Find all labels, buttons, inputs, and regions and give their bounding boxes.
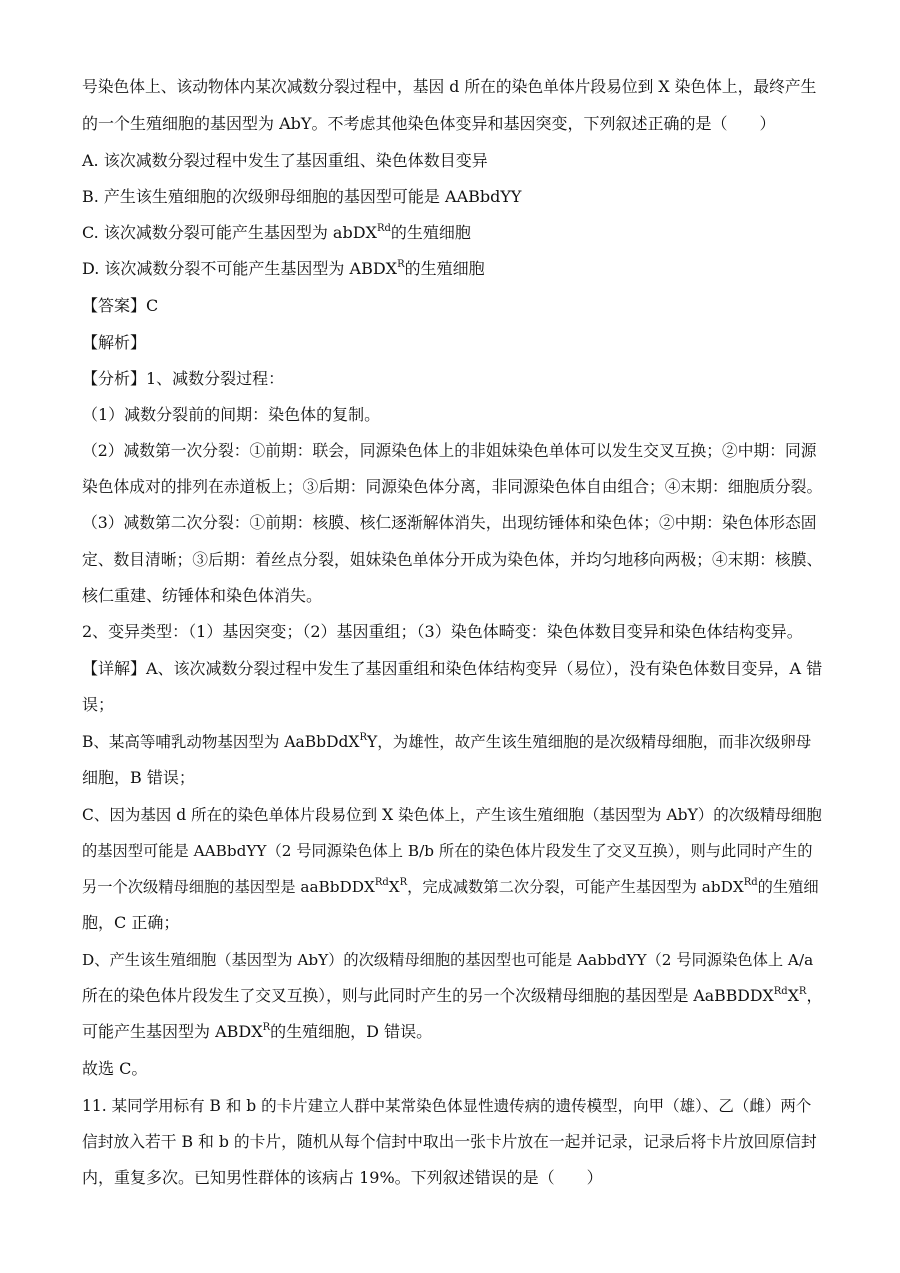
- q10-option-b: B. 产生该生殖细胞的次级卵母细胞的基因型可能是 AABbdYY: [82, 187, 522, 206]
- text-run: 所在的染色体片段发生了交叉互换），则与此同时产生的另一个次级精母细胞的基因型是 AaBBDDX: [82, 986, 774, 1005]
- detail-d-line-2: [82, 985, 822, 1007]
- superscript: R: [798, 985, 807, 997]
- analysis-line-8: 2、变异类型：（1）基因突变；（2）基因重组；（3）染色体畸变：染色体数目变异和染色体结构变异。: [82, 622, 803, 641]
- superscript: Rd: [376, 222, 391, 234]
- q10-stem-line-1: 号染色体上、该动物体内某次减数分裂过程中，基因 d 所在的染色单体片段易位到 X 染色体上，最终产生: [82, 77, 817, 96]
- detail-a-line-2: 误；: [82, 695, 115, 714]
- analysis-label: 【解析】: [82, 333, 147, 352]
- detail-c-line-4: 胞，C 正确；: [82, 913, 180, 932]
- text-run: 的生殖细胞: [404, 259, 485, 278]
- detail-c-line-2: 的基因型可能是 AABbdYY（2 号同源染色体上 B/b 所在的染色体片段发生了交叉互换），则与此同时产生的: [82, 842, 813, 860]
- analysis-line-5: （3）减数第二次分裂：①前期：核膜、核仁逐渐解体消失，出现纺锤体和染色体；②中期：染色体形态固: [82, 513, 817, 532]
- q10-option-a: A. 该次减数分裂过程中发生了基因重组、染色体数目变异: [82, 151, 488, 170]
- analysis-line-4: 染色体成对的排列在赤道板上；③后期：同源染色体分离，非同源染色体自由组合；④末期：细胞质分裂。: [82, 477, 823, 496]
- text-run: Y，为雄性，故产生该生殖细胞的是次级精母细胞，而非次级卵母: [366, 733, 812, 751]
- text-run: X: [388, 878, 400, 896]
- superscript: R: [397, 258, 405, 270]
- detail-b-line-1: [82, 731, 822, 753]
- text-run: 另一个次级精母细胞的基因型是 aaBbDDX: [82, 878, 375, 896]
- detail-b-line-2: 细胞，B 错误；: [82, 768, 195, 787]
- detail-c-line-3: [82, 876, 822, 898]
- detail-d-line-1: D、产生该生殖细胞（基因型为 AbY）的次级精母细胞的基因型也可能是 AabbdYY（2 号同源染色体上 A/a: [82, 951, 814, 969]
- q11-stem-line-2: 信封放入若干 B 和 b 的卡片，随机从每个信封中取出一张卡片放在一起并记录，记录后将卡片放回原信封: [82, 1132, 817, 1151]
- superscript: Rd: [743, 876, 758, 888]
- text-run: ，: [806, 986, 823, 1005]
- analysis-line-3: （2）减数第一次分裂：①前期：联会，同源染色体上的非姐妹染色单体可以发生交叉互换；②中期：同源: [82, 441, 817, 460]
- analysis-line-1: 【分析】1、减数分裂过程：: [82, 369, 285, 388]
- text-run: 可能产生基因型为 ABDX: [82, 1022, 263, 1041]
- q11-stem-line-1: 11. 某同学用标有 B 和 b 的卡片建立人群中某常染色体显性遗传病的遗传模型，向甲（雄）、乙（雌）两个: [82, 1097, 812, 1115]
- q10-option-d: [82, 258, 822, 280]
- q10-stem-line-2: 的一个生殖细胞的基因型为 AbY。不考虑其他染色体变异和基因突变，下列叙述正确的是（ ）: [82, 114, 776, 133]
- answer: 【答案】C: [82, 296, 159, 315]
- detail-a-line-1: 【详解】A、该次减数分裂过程中发生了基因重组和染色体结构变异（易位），没有染色体数目变异，A 错: [82, 659, 823, 678]
- text-run: B、某高等哺乳动物基因型为 AaBbDdX: [82, 733, 360, 751]
- text-run: ，完成减数第二次分裂，可能产生基因型为 abDX: [407, 878, 744, 896]
- text-run: 的生殖细胞: [390, 223, 471, 242]
- superscript: Rd: [773, 985, 788, 997]
- text-run: C. 该次减数分裂可能产生基因型为 abDX: [82, 223, 377, 242]
- detail-c-line-1: C、因为基因 d 所在的染色单体片段易位到 X 染色体上，产生该生殖细胞（基因型为 AbY）的次级精母细胞: [82, 806, 822, 824]
- analysis-line-6: 定、数目清晰；③后期：着丝点分裂，姐妹染色单体分开成为染色体，并均匀地移向两极；④末期：核膜、: [82, 550, 823, 569]
- text-run: D. 该次减数分裂不可能产生基因型为 ABDX: [82, 259, 398, 278]
- analysis-line-7: 核仁重建、纺锤体和染色体消失。: [82, 586, 323, 605]
- superscript: R: [262, 1021, 271, 1033]
- superscript: Rd: [374, 876, 389, 888]
- q11-stem-line-3: 内，重复多次。已知男性群体的该病占 19%。下列叙述错误的是（ ）: [82, 1168, 603, 1187]
- text-run: 的生殖细: [757, 878, 819, 896]
- superscript: R: [399, 876, 408, 888]
- conclusion: 故选 C。: [82, 1059, 148, 1078]
- superscript: R: [359, 731, 367, 743]
- q10-option-c: [82, 222, 822, 244]
- text-run: X: [787, 986, 799, 1005]
- detail-d-line-3: [82, 1021, 822, 1043]
- analysis-line-2: （1）减数分裂前的间期：染色体的复制。: [82, 405, 381, 424]
- text-run: 的生殖细胞，D 错误。: [270, 1022, 433, 1041]
